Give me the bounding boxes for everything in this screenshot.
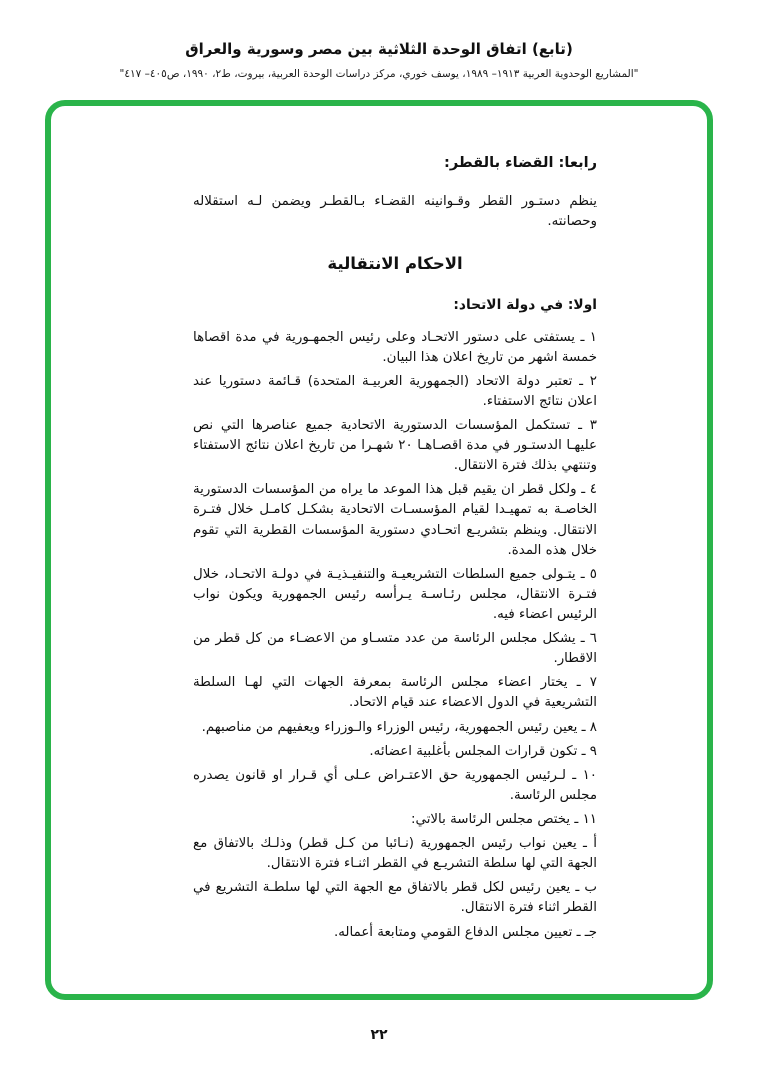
clause-11-b: ب ـ يعين رئيس لكل قطر بالاتفاق مع الجهة التي لها سلطـة التشريع في القطر اثناء فترة الانتقال. xyxy=(193,880,597,916)
source-citation: "المشاريع الوحدوية العربية ١٩١٣– ١٩٨٩، يوسف خوري، مركز دراسات الوحدة العربية، بيروت، ط٢، ١٩٩٠، ص٤٠٥– ٤١٧" xyxy=(119,68,639,80)
content-frame xyxy=(45,100,713,1000)
clause-6: ٦ ـ يشكل مجلس الرئاسة من عدد متسـاو من الاعضـاء من كل قطر من الاقطار. xyxy=(193,631,597,667)
page-number: ٢٢ xyxy=(370,1027,388,1043)
clause-8: ٨ ـ يعين رئيس الجمهورية، رئيس الوزراء والـوزراء ويعفيهم من مناصبهم. xyxy=(201,719,597,735)
subsection-heading-union-state: اولا: في دولة الاتحاد: xyxy=(453,296,597,313)
clause-11: ١١ ـ يختص مجلس الرئاسة بالاتي: xyxy=(411,811,597,827)
clause-1: ١ ـ يستفتى على دستور الاتحـاد وعلى رئيس الجمهـورية في مدة اقصاها خمسة اشهر من تاريخ اعلان هذا البيان. xyxy=(193,329,597,365)
text-column xyxy=(193,152,597,943)
page-header xyxy=(0,0,758,80)
clause-7: ٧ ـ يختار اعضاء مجلس الرئاسة بمعرفة الجهات التي لهـا السلطة التشريعية في الدول الاعضاء عند قيام الاتحاد. xyxy=(193,675,597,711)
section-heading-transitional-provisions: الاحكام الانتقالية xyxy=(327,254,463,274)
document-title: (تابع) اتفاق الوحدة الثلاثية بين مصر وسورية والعراق xyxy=(185,40,573,58)
clause-11-a: أ ـ يعين نواب رئيس الجمهورية (نـائبا من كـل قطر) وذلـك بالاتفاق مع الجهة التي لها سلطة التشريـع في القطر اثنـاء فترة الانتقال. xyxy=(193,836,597,872)
page-footer xyxy=(0,1024,758,1043)
clause-4: ٤ ـ ولكل قطر ان يقيم قبل هذا الموعد ما يراه من المؤسسات الدستورية الخاصـة به تمهيـدا لقيام المؤسسـات الاتحادية بشكـل كامـل خلال فتـرة الانتقال. وينظم بتشريـع اتحـادي دستورية المؤسسات القطرية التي تقوم خلال هذه المدة. xyxy=(193,482,597,558)
clause-3: ٣ ـ تستكمل المؤسسات الدستورية الاتحادية جميع عناصرها التي نص عليهـا الدستـور في مدة اقصـاهـا ٢٠ شهـرا من تاريخ اعلان نتائج الاستفتاء وتنتهي بذلك فترة الانتقال. xyxy=(193,417,597,474)
clause-9: ٩ ـ تكون قرارات المجلس بأغلبية اعضائه. xyxy=(369,743,597,759)
clause-11-c: جـ ـ تعيين مجلس الدفاع القومي ومتابعة أعماله. xyxy=(333,924,597,940)
clause-10: ١٠ ـ لـرئيس الجمهورية حق الاعتـراض عـلى أي قـرار او قانون يصدره مجلس الرئاسة. xyxy=(193,767,597,803)
clause-2: ٢ ـ تعتبر دولة الاتحاد (الجمهورية العربيـة المتحدة) قـائمة دستوريا عند اعلان نتائج الاستفتاء. xyxy=(193,373,597,409)
clause-5: ٥ ـ يتـولى جميع السلطات التشريعيـة والتنفيـذيـة في دولـة الاتحـاد، خلال فتـرة الانتقال، مجلس رئـاسـة يـرأسه رئيس الجمهورية ويكون نواب الرئيس اعضاء فيه. xyxy=(193,566,597,622)
section-heading-judiciary: رابعا: القضاء بالقطر: xyxy=(444,154,597,171)
judiciary-paragraph: ينظم دستـور القطر وقـوانينه القضـاء بـالقطـر ويضمن لـه استقلاله وحصانته. xyxy=(193,193,597,229)
